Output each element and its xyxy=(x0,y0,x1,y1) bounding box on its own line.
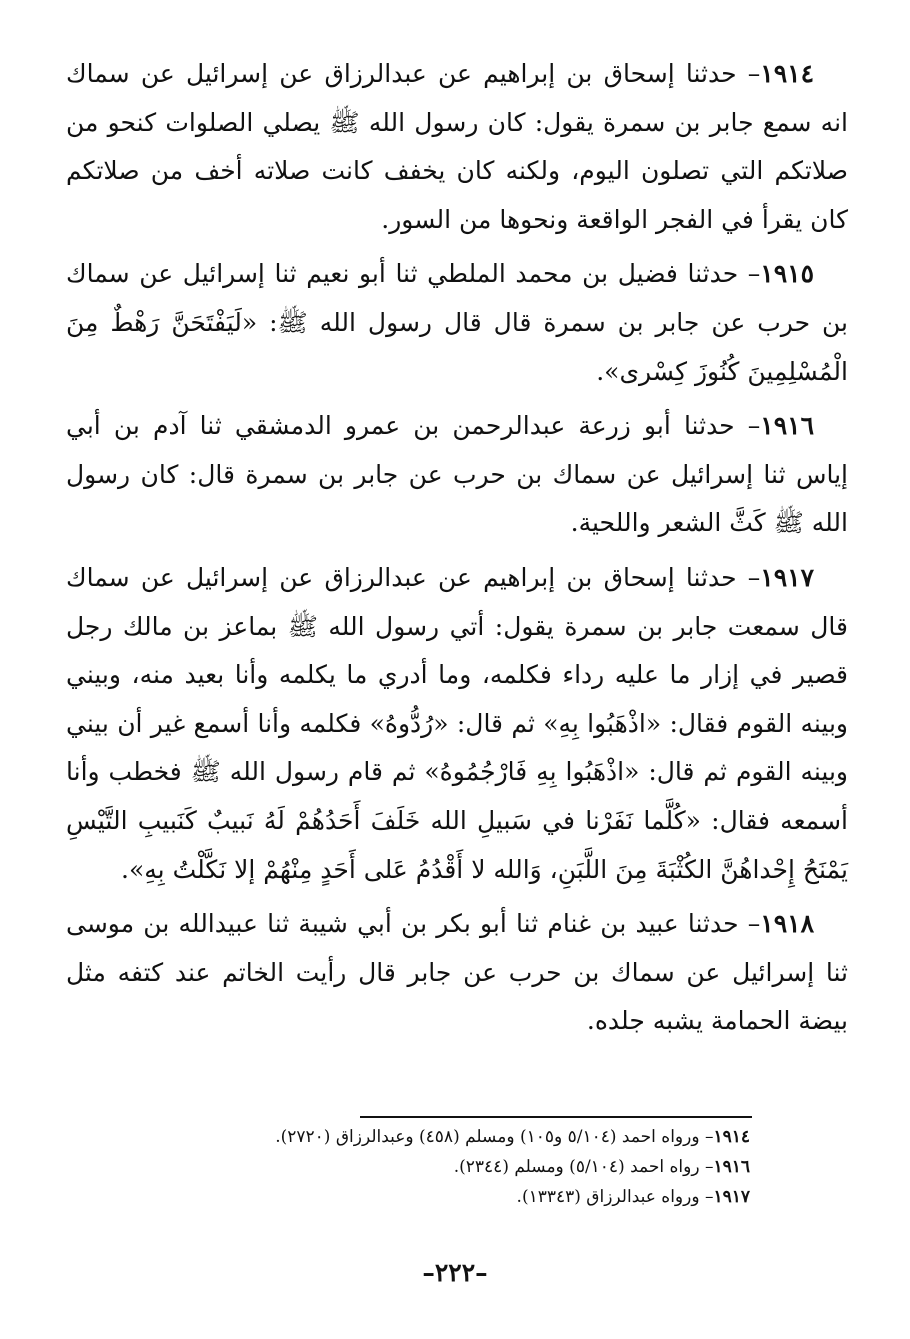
footnote-text: ورواه عبدالرزاق (١٣٣٤٣). xyxy=(516,1187,700,1207)
hadith-1917 xyxy=(66,554,848,894)
hadith-number: ١٩١٨ xyxy=(760,909,814,939)
footnote-separator: – xyxy=(699,1157,714,1177)
footnote-1917 xyxy=(150,1182,750,1212)
hadith-separator: – xyxy=(738,909,761,939)
hadith-separator: – xyxy=(736,59,761,88)
hadith-1915 xyxy=(66,250,848,396)
footnote-number: ١٩١٦ xyxy=(713,1157,750,1177)
hadith-1918 xyxy=(66,900,848,1046)
footnote-text: ورواه احمد (٥/١٠٤ و١٠٥) ومسلم (٤٥٨) وعبدالرزاق (٢٧٢٠). xyxy=(275,1127,700,1147)
hadith-separator: – xyxy=(736,562,761,592)
hadith-separator: – xyxy=(738,259,761,289)
footnote-number: ١٩١٧ xyxy=(713,1187,750,1207)
footnote-text: رواه احمد (٥/١٠٤) ومسلم (٢٣٤٤). xyxy=(453,1157,700,1177)
footnote-divider xyxy=(360,1116,752,1118)
footnotes xyxy=(150,1122,750,1212)
footnote-1916 xyxy=(150,1152,750,1182)
hadith-separator: – xyxy=(734,411,761,441)
hadith-text: حدثنا أبو زرعة عبدالرحمن بن عمرو الدمشقي ثنا آدم بن أبي إياس ثنا إسرائيل عن سماك بن حرب عن جابر بن سمرة قال: كان رسول الله ﷺ كَثَّ الشعر واللحية. xyxy=(66,411,848,538)
hadith-text: حدثنا إسحاق بن إبراهيم عن عبدالرزاق عن إسرائيل عن سماك قال سمعت جابر بن سمرة يقول: أتي رسول الله ﷺ بماعز بن مالك رجل قصير في إزار ما عليه رداء فكلمه، وما أدري ما يكلمه وأنا بعيد منه، وبيني وبينه القوم فقال: «اذْهَبُوا بِهِ» ثم قال: «رُدُّوهُ» فكلمه وأنا أسمع غير أن بيني وبينه القوم ثم قال: «اذْهَبُوا بِهِ فَارْجُمُوهُ» ثم قام رسول الله ﷺ فخطب وأنا أسمعه فقال: «كُلَّما نَفَرْنا في سَبيلِ الله خَلَفَ أَحَدُهُمْ لَهُ نَبيبٌ كَنَبيبِ التَّيْسِ يَمْنَحُ إِحْداهُنَّ الكُثْبَةَ مِنَ اللَّبَنِ، وَالله لا أَقْدُمُ عَلى أَحَدٍ مِنْهُمْ إلا نَكَّلْتُ بِهِ». xyxy=(66,562,848,884)
hadith-number: ١٩١٥ xyxy=(760,259,814,289)
hadith-1914 xyxy=(66,50,848,244)
hadith-number: ١٩١٦ xyxy=(760,411,814,441)
footnote-1914 xyxy=(150,1122,750,1152)
hadith-text: حدثنا فضيل بن محمد الملطي ثنا أبو نعيم ثنا إسرائيل عن سماك بن حرب عن جابر بن سمرة قال قال رسول الله ﷺ: «لَيَفْتَحَنَّ رَهْطٌ مِنَ الْمُسْلِمِينَ كُنُوزَ كِسْرى». xyxy=(66,259,848,386)
hadith-text: حدثنا عبيد بن غنام ثنا أبو بكر بن أبي شيبة ثنا عبيدالله بن موسى ثنا إسرائيل عن سماك بن حرب عن جابر قال رأيت الخاتم عند كتفه مثل بيضة الحمامة يشبه جلده. xyxy=(66,909,848,1036)
hadith-number: ١٩١٧ xyxy=(760,562,814,592)
hadith-number: ١٩١٤ xyxy=(760,59,814,88)
hadith-text: حدثنا إسحاق بن إبراهيم عن عبدالرزاق عن إسرائيل عن سماك انه سمع جابر بن سمرة يقول: كان رسول الله ﷺ يصلي الصلوات كنحو من صلاتكم التي تصلون اليوم، ولكنه كان يخفف كانت صلاته أخف من صلاتكم كان يقرأ في الفجر الواقعة ونحوها من السور. xyxy=(66,59,848,234)
footnote-separator: – xyxy=(699,1187,714,1207)
hadith-1916 xyxy=(66,402,848,548)
footnote-separator: – xyxy=(699,1127,714,1147)
main-text xyxy=(66,50,848,1052)
footnote-number: ١٩١٤ xyxy=(713,1127,750,1147)
page-number: –٢٢٢– xyxy=(422,1258,488,1287)
